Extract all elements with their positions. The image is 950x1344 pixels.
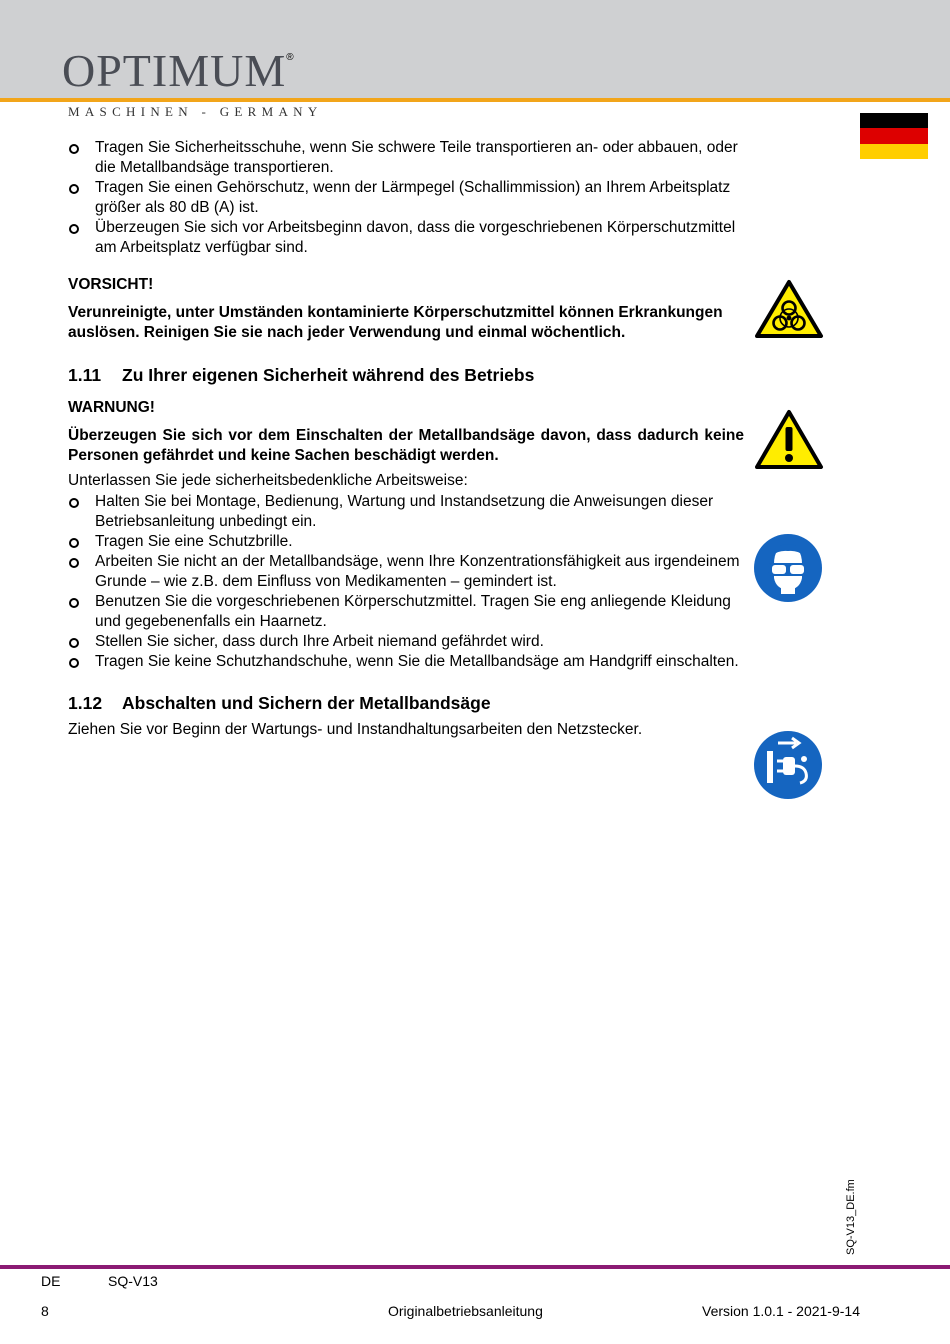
- eye-protection-mandatory-icon: [754, 534, 822, 602]
- footer-model: SQ-V13: [108, 1273, 158, 1289]
- list-item: Tragen Sie eine Schutzbrille.: [68, 532, 744, 552]
- caution-text: Verunreinigte, unter Umständen kontaminierte Körperschutzmittel können Erkrankungen auslösen. Reinigen Sie sie nach jeder Verwendung und einmal wöchentlich.: [68, 304, 723, 341]
- unplug-instruction-text: Ziehen Sie vor Beginn der Wartungs- und Instandhaltungsarbeiten den Netzstecker.: [68, 721, 643, 738]
- caution-label: VORSICHT!: [68, 276, 154, 293]
- disconnect-mains-plug-icon: [754, 731, 822, 799]
- section-number: 1.11: [68, 365, 102, 385]
- list-item: Tragen Sie keine Schutzhandschuhe, wenn Sie die Metallbandsäge am Handgriff einschalten.: [68, 652, 744, 672]
- warning-label: WARNUNG!: [68, 399, 155, 416]
- section-title: Abschalten und Sichern der Metallbandsäge: [122, 693, 491, 713]
- file-reference-label: SQ-V13_DE.fm: [845, 1179, 857, 1255]
- logo-tagline: MASCHINEN - GERMANY: [68, 104, 323, 119]
- footer-version: Version 1.0.1 - 2021-9-14: [702, 1303, 860, 1319]
- page-content: [68, 138, 744, 740]
- safety-intro-text: Unterlassen Sie jede sicherheitsbedenkliche Arbeitsweise:: [68, 472, 468, 489]
- section-number: 1.12: [68, 693, 103, 713]
- list-item: Tragen Sie einen Gehörschutz, wenn der Lärmpegel (Schallimmission) an Ihrem Arbeitsplatz größer als 80 dB (A) ist.: [68, 178, 744, 218]
- general-warning-icon: [754, 409, 824, 470]
- list-item: Tragen Sie Sicherheitsschuhe, wenn Sie schwere Teile transportieren an- oder abbauen, oder die Metallbandsäge transportieren.: [68, 138, 744, 178]
- warning-text: Überzeugen Sie sich vor dem Einschalten der Metallbandsäge davon, dass dadurch keine Personen gefährdet und keine Sachen beschädigt werden.: [68, 427, 744, 464]
- footer-language: DE: [41, 1273, 61, 1289]
- list-item: Stellen Sie sicher, dass durch Ihre Arbeit niemand gefährdet wird.: [68, 632, 744, 652]
- section-heading-1-12: [68, 692, 744, 714]
- german-flag-icon: [860, 113, 928, 159]
- footer-document-title: Originalbetriebsanleitung: [388, 1303, 543, 1319]
- section-title: Zu Ihrer eigenen Sicherheit während des Betriebs: [122, 365, 535, 385]
- footer-line: [0, 1265, 950, 1269]
- intro-bullet-list: [68, 138, 744, 258]
- list-item: Benutzen Sie die vorgeschriebenen Körperschutzmittel. Tragen Sie eng anliegende Kleidung und gegebenenfalls ein Haarnetz.: [68, 592, 744, 632]
- page-number: 8: [41, 1303, 49, 1319]
- safety-bullet-list: [68, 492, 744, 672]
- optimum-logo: [62, 45, 294, 96]
- list-item: Arbeiten Sie nicht an der Metallbandsäge, wenn Ihre Konzentrationsfähigkeit aus irgendeinem Grunde – wie z.B. dem Einfluss von Medikamenten – gemindert ist.: [68, 552, 744, 592]
- list-item: Überzeugen Sie sich vor Arbeitsbeginn davon, dass die vorgeschriebenen Körperschutzmittel am Arbeitsplatz verfügbar sind.: [68, 218, 744, 258]
- logo-wordmark: OPTIMUM: [62, 45, 287, 96]
- list-item: Halten Sie bei Montage, Bedienung, Wartung und Instandsetzung die Anweisungen dieser Betriebsanleitung unbedingt ein.: [68, 492, 744, 532]
- section-heading-1-11: [68, 364, 744, 386]
- logo-registered-mark: ®: [286, 52, 294, 63]
- biohazard-warning-icon: [754, 279, 824, 339]
- header-accent-line: [0, 98, 950, 102]
